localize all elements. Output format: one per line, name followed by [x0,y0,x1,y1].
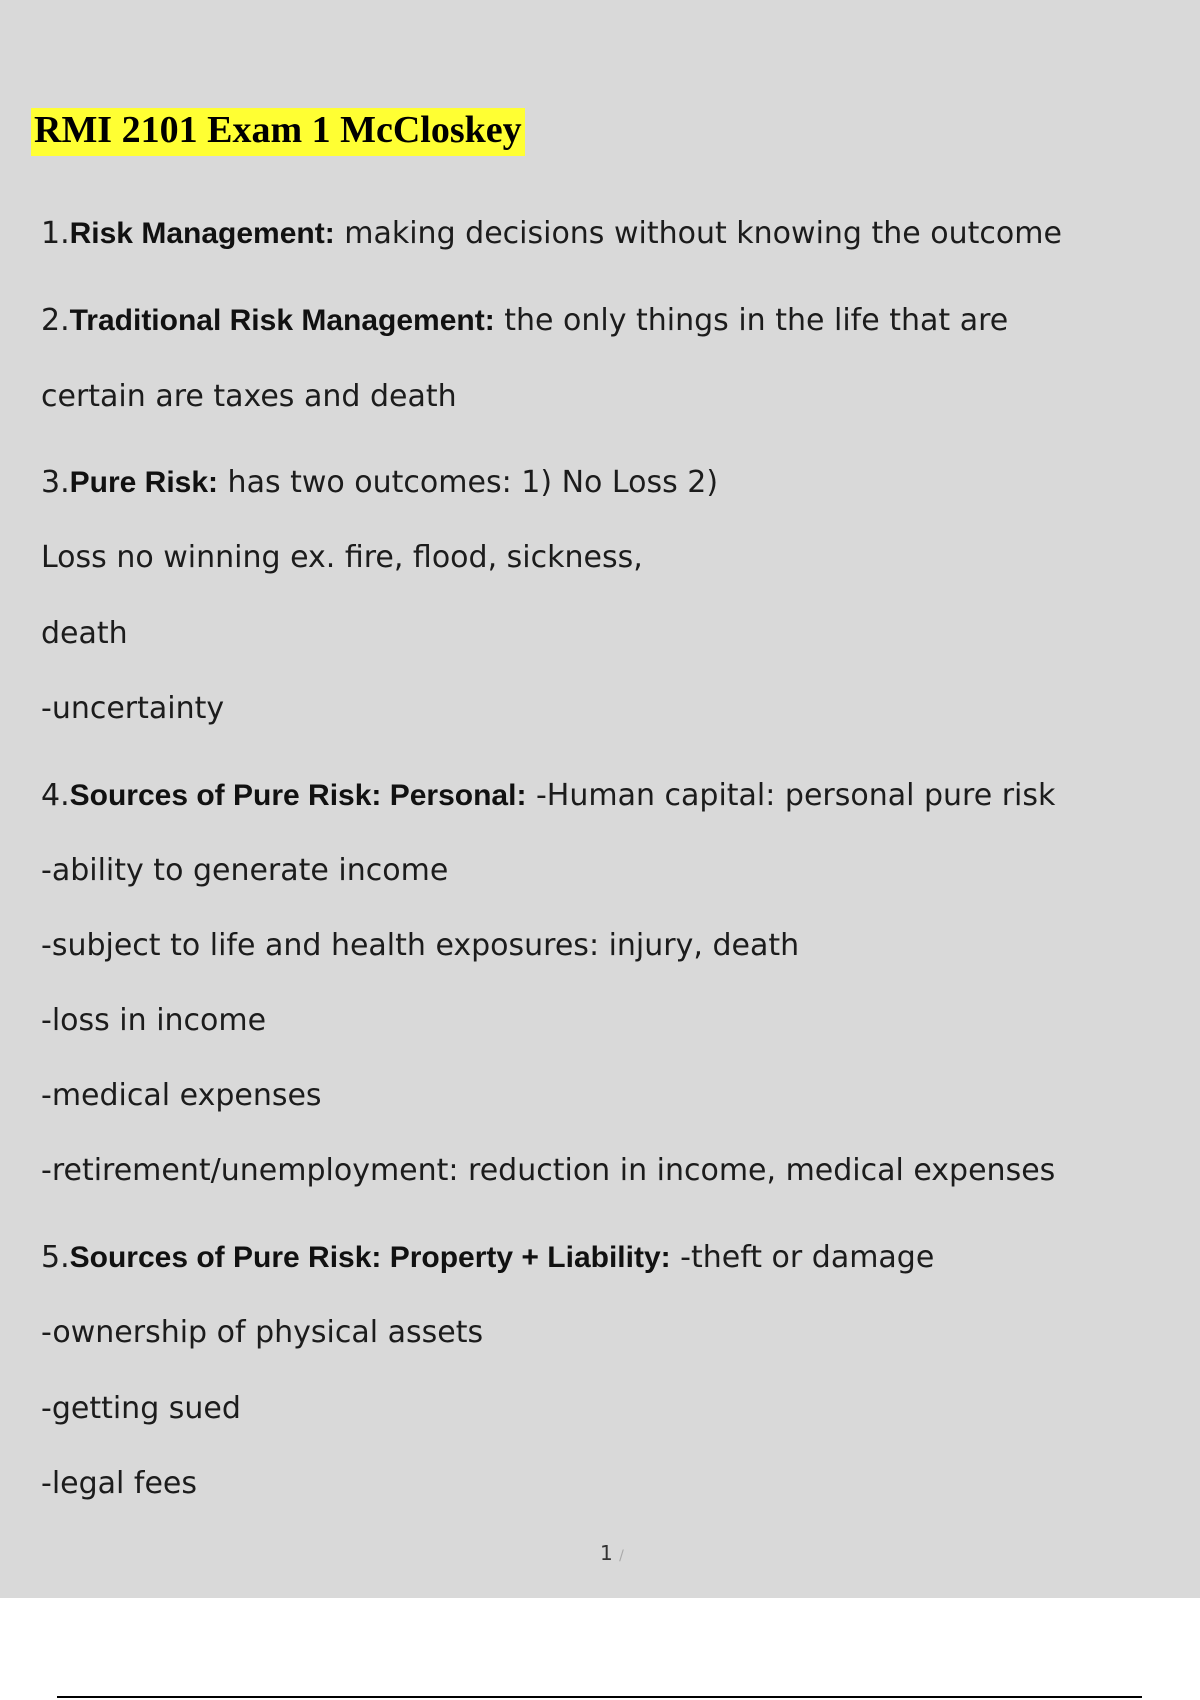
item-3-continuation-line: -uncertainty [41,691,225,726]
item-text: -theft or damage [670,1240,935,1275]
item-term: Pure Risk: [69,466,219,499]
document-title: RMI 2101 Exam 1 McCloskey [31,108,525,156]
item-4-continuation-line: -subject to life and health exposures: injury, death [41,928,800,963]
item-number: 3. [41,465,70,500]
item-4-continuation-line: -loss in income [41,1003,267,1038]
item-5-continuation-line: -getting sued [41,1391,241,1426]
item-1 [41,216,1062,252]
item-5-continuation-line: -ownership of physical assets [41,1315,484,1350]
item-2 [41,303,1008,339]
item-5-continuation-line: -legal fees [41,1466,198,1501]
item-4-continuation-line: -ability to generate income [41,853,449,888]
item-term: Sources of Pure Risk: Property + Liability: [69,1241,671,1274]
item-text: making decisions without knowing the outcome [334,216,1062,251]
item-3-continuation-line: Loss no winning ex. fire, flood, sickness, [41,540,643,575]
page-divider [57,1696,1142,1698]
item-4-continuation-line: -retirement/unemployment: reduction in income, medical expenses [41,1153,1056,1188]
item-term: Sources of Pure Risk: Personal: [69,779,527,812]
page-number-value: 1 [600,1541,613,1565]
item-text: the only things in the life that are [494,303,1009,338]
item-4-continuation-line: -medical expenses [41,1078,322,1113]
item-term: Risk Management: [69,217,335,250]
item-3-continuation-line: death [41,616,128,651]
item-number: 5. [41,1240,70,1275]
item-4 [41,778,1055,814]
page-number [600,1541,624,1565]
item-term: Traditional Risk Management: [69,304,495,337]
item-text: has two outcomes: 1) No Loss 2) [218,465,719,500]
item-5 [41,1240,934,1276]
item-number: 1. [41,216,70,251]
item-text: -Human capital: personal pure risk [526,778,1056,813]
item-number: 2. [41,303,70,338]
item-3 [41,465,718,501]
item-number: 4. [41,778,70,813]
item-2-continuation-line: certain are taxes and death [41,379,457,414]
page-number-separator: / [619,1548,624,1564]
